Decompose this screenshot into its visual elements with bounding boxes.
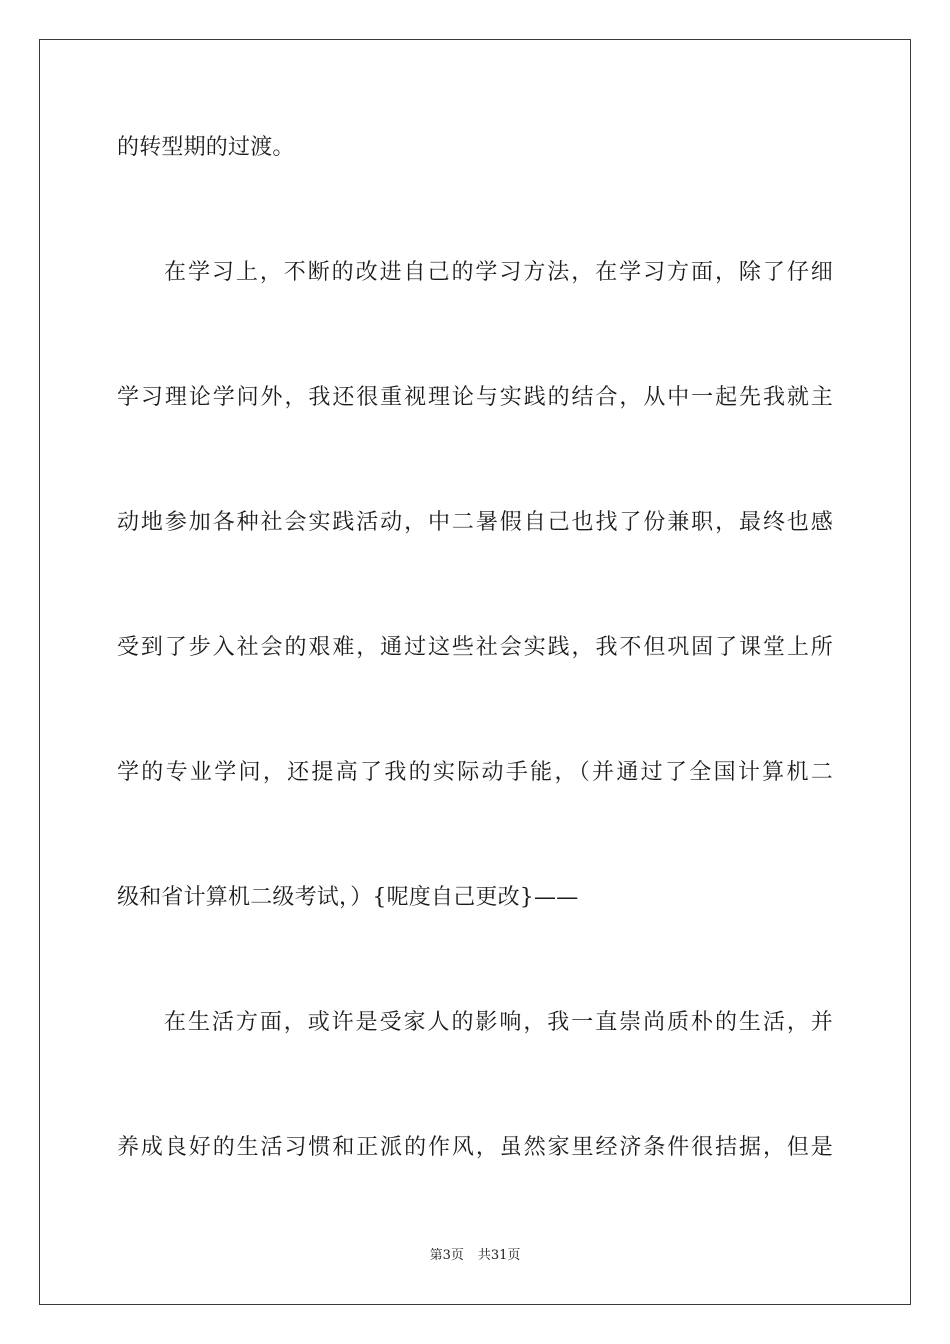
text-line: 学习理论学问外，我还很重视理论与实践的结合，从中一起先我就主 [117,385,833,410]
paragraph-start-line: 在学习上，不断的改进自己的学习方法，在学习方面，除了仔细 [164,260,833,285]
text-line: 受到了步入社会的艰难，通过这些社会实践，我不但巩固了课堂上所 [117,635,833,660]
paragraph-start-line: 在生活方面，或许是受家人的影响，我一直崇尚质朴的生活，并 [164,1010,833,1035]
text-line: 动地参加各种社会实践活动，中二暑假自己也找了份兼职，最终也感 [117,510,833,535]
page-border [39,39,911,1305]
page-total: 共31页 [477,1248,521,1263]
text-line: 学的专业学问，还提高了我的实际动手能，（并通过了全国计算机二 [117,760,833,785]
text-line: 的转型期的过渡。 [117,135,295,160]
text-line: 级和省计算机二级考试，）{呢度自己更改}—— [117,885,579,910]
page-footer [0,1247,950,1265]
page-number: 第3页 [429,1248,464,1263]
text-line: 养成良好的生活习惯和正派的作风，虽然家里经济条件很拮据，但是 [117,1135,833,1160]
